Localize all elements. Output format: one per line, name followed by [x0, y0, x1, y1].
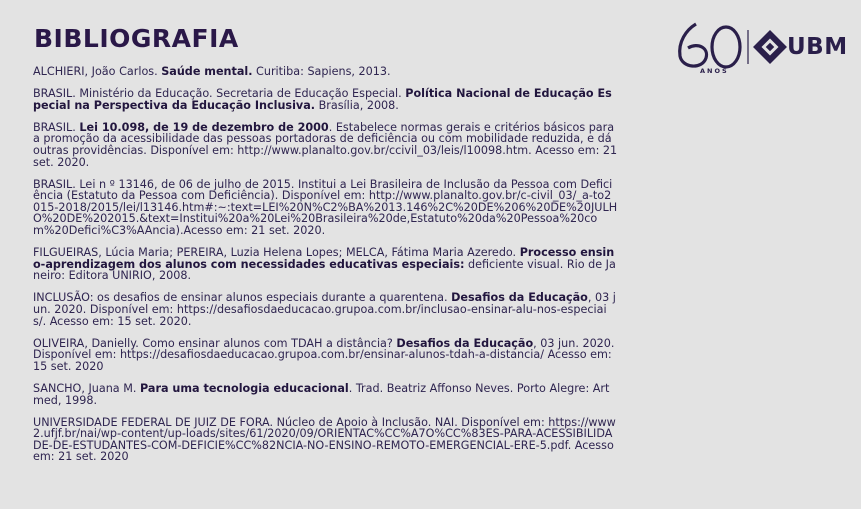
reference-item: FILGUEIRAS, Lúcia Maria; PEREIRA, Luzia Helena Lopes; MELCA, Fátima Maria Azeredo. Processo ensino-aprendizagem dos alunos com necessidades educativas especiais: deficiente visual. Rio de Janeiro: Editora UNIRIO, 2008.: [33, 246, 616, 283]
bibliography-list: [33, 66, 618, 474]
reference-item: ALCHIERI, João Carlos. Saúde mental. Curitiba: Sapiens, 2013.: [33, 65, 391, 78]
reference-item: BRASIL. Lei 10.098, de 19 de dezembro de 2000. Estabelece normas gerais e critérios básicos para a promoção da acessibilidade das pessoas portadoras de deficiência ou com mobilidade reduzida, e dá outras providências. Disponível em: http://www.planalto.gov.br/ccivil_03/leis/l10098.htm. Acesso em: 21 set. 2020.: [33, 120, 618, 169]
reference-item: OLIVEIRA, Danielly. Como ensinar alunos com TDAH a distância? Desafios da Educação, 03 jun. 2020. Disponível em: https://desafiosdaeducacao.grupoa.com.br/ensinar-alunos-tdah-a-distancia/ Acesso em: 15 set. 2020: [33, 336, 615, 373]
reference-item: INCLUSÃO: os desafios de ensinar alunos especiais durante a quarentena. Desafios da Educação, 03 jun. 2020. Disponível em: https://desafiosdaeducacao.grupoa.com.br/inclusao-ensinar-alu-nos-especiais/. Acesso em: 15 set. 2020.: [33, 291, 616, 328]
page-title: BIBLIOGRAFIA: [34, 24, 239, 53]
reference-item: SANCHO, Juana M. Para uma tecnologia educacional. Trad. Beatriz Affonso Neves. Porto Alegre: Artmed, 1998.: [33, 381, 610, 407]
reference-item: BRASIL. Ministério da Educação. Secretaria de Educação Especial. Política Nacional de Educação Especial na Perspectiva da Educação Inclusiva. Brasília, 2008.: [33, 87, 612, 112]
reference-item: UNIVERSIDADE FEDERAL DE JUIZ DE FORA. Núcleo de Apoio à Inclusão. NAI. Disponível em: https://www2.ufjf.br/nai/wp-content/up-loads/sites/61/2020/09/ORIENTAC%CC%A7O%CC%83ES-PARA-ACESSIBILIDADE-DE-ESTUDANTES-COM-DEFICIE%CC%82NCIA-NO-ENSINO-REMOTO-EMERGENCIAL-ERE-5.pdf. Acesso em: 21 set. 2020: [33, 415, 616, 464]
logo-brand-text: UBM: [787, 34, 848, 60]
logo-anos-text: ANOS: [700, 67, 729, 75]
reference-item: BRASIL. Lei n º 13146, de 06 de julho de 2015. Institui a Lei Brasileira de Inclusão da Pessoa com Deficiência (Estatuto da Pessoa com Deficiência). Disponível em: http://www.planalto.gov.br/c-civil_03/_a-to2015-2018/2015/lei/l13146.htm#:~:text=LEI%20N%C2%BA%2013.146%2C%20DE%206%20DE%20JULHO%20DE%202015.&text=Institui%20a%20Lei%20Brasileira%20de,Estatuto%20da%20Pessoa%20com%20Defici%C3%AAncia).Acesso em: 21 set. 2020.: [33, 177, 618, 238]
